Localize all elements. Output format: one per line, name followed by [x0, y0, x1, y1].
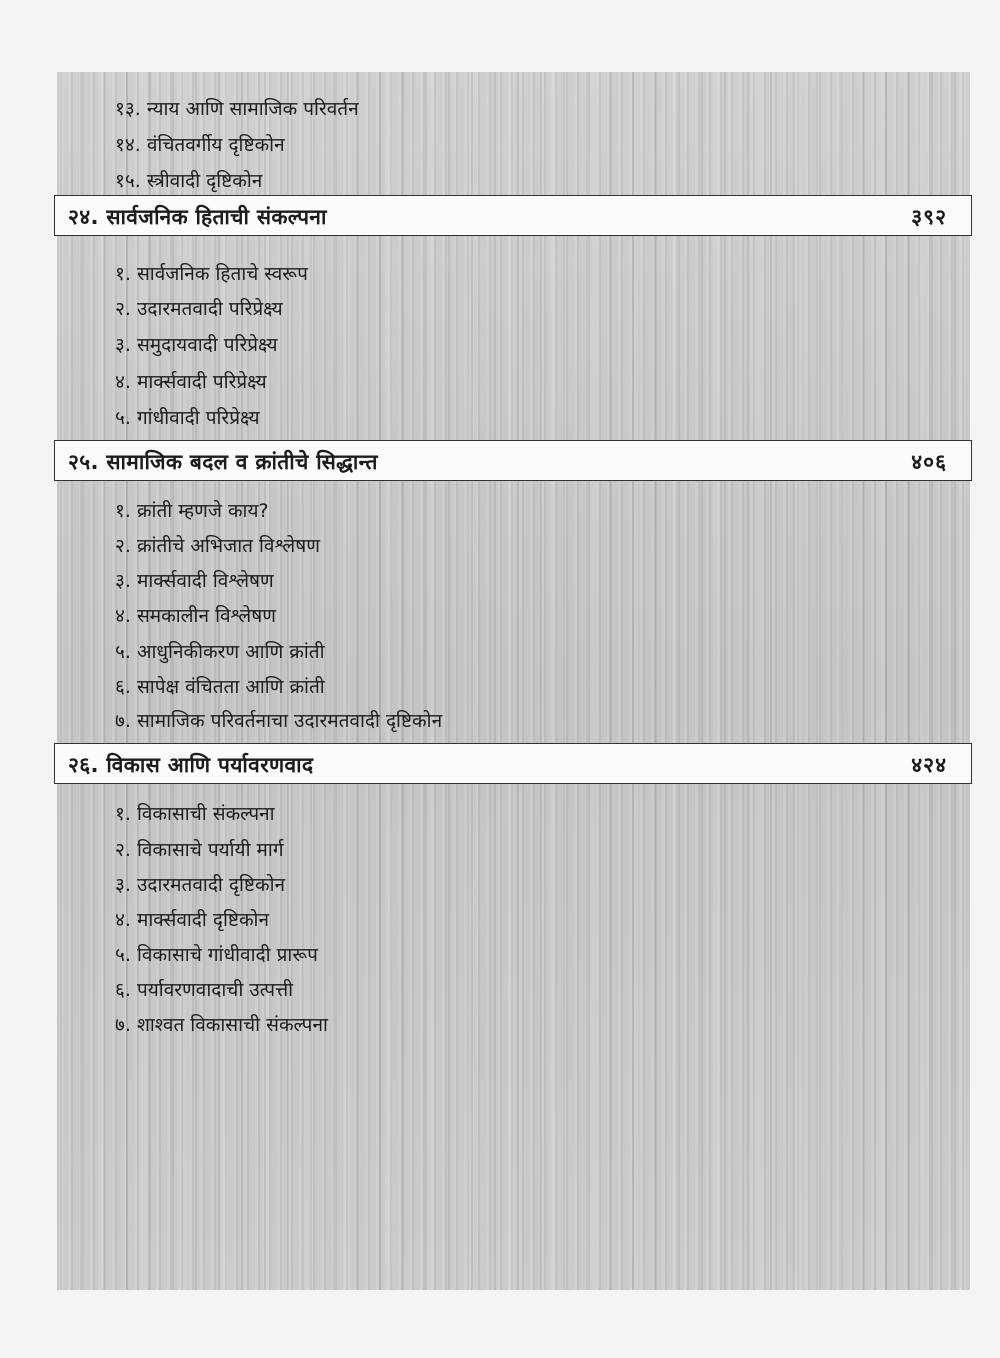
toc-item: ४. मार्क्सवादी दृष्टिकोन [115, 909, 270, 931]
chapter-heading-26 [54, 743, 972, 784]
toc-item: ४. मार्क्सवादी परिप्रेक्ष्य [115, 371, 267, 393]
chapter-page-number: ४०६ [911, 450, 947, 474]
toc-item: ५. आधुनिकीकरण आणि क्रांती [115, 641, 325, 663]
chapter-title: २६. विकास आणि पर्यावरणवाद [68, 753, 314, 777]
chapter-page-number: ४२४ [911, 753, 947, 777]
toc-item: १४. वंचितवर्गीय दृष्टिकोन [115, 134, 285, 156]
toc-item: ३. समुदायवादी परिप्रेक्ष्य [115, 334, 278, 356]
toc-item: २. उदारमतवादी परिप्रेक्ष्य [115, 298, 283, 320]
toc-item: २. विकासाचे पर्यायी मार्ग [115, 839, 284, 861]
toc-item: १. सार्वजनिक हिताचे स्वरूप [115, 263, 308, 285]
chapter-page-number: ३९२ [911, 205, 947, 229]
toc-item: १. क्रांती म्हणजे काय? [115, 500, 269, 522]
toc-item: ३. मार्क्सवादी विश्लेषण [115, 570, 274, 592]
toc-item: ७. सामाजिक परिवर्तनाचा उदारमतवादी दृष्टिकोन [115, 710, 443, 732]
toc-item: १५. स्त्रीवादी दृष्टिकोन [115, 170, 263, 192]
chapter-heading-25 [54, 440, 972, 481]
chapter-heading-24 [54, 195, 972, 236]
toc-item: २. क्रांतीचे अभिजात विश्लेषण [115, 535, 320, 557]
toc-item: १३. न्याय आणि सामाजिक परिवर्तन [115, 98, 359, 120]
toc-item: ६. पर्यावरणवादाची उत्पत्ती [115, 979, 294, 1001]
toc-item: १. विकासाची संकल्पना [115, 803, 275, 825]
chapter-title: २४. सार्वजनिक हिताची संकल्पना [68, 205, 327, 229]
toc-item: ७. शाश्वत विकासाची संकल्पना [115, 1014, 328, 1036]
toc-item: ६. सापेक्ष वंचितता आणि क्रांती [115, 676, 325, 698]
toc-item: ४. समकालीन विश्लेषण [115, 605, 276, 627]
toc-item: ३. उदारमतवादी दृष्टिकोन [115, 874, 286, 896]
toc-item: ५. विकासाचे गांधीवादी प्रारूप [115, 944, 318, 966]
chapter-title: २५. सामाजिक बदल व क्रांतीचे सिद्धान्त [68, 450, 378, 474]
toc-item: ५. गांधीवादी परिप्रेक्ष्य [115, 407, 260, 429]
